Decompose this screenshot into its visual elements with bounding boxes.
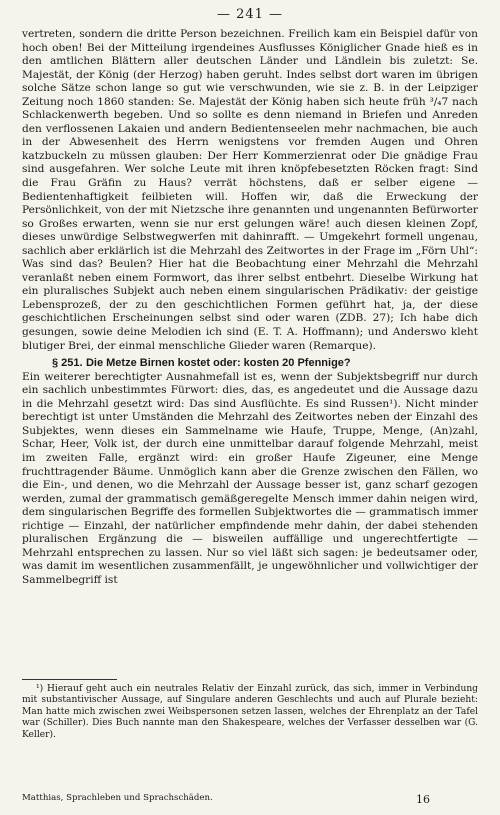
section-text: Ein weiterer berechtigter Ausnahmefall ist es, wenn der Subjektsbegriff nur durch ein sachlich unbestimmtes Fürwort: dies, das, es angedeutet und die Aussage dazu in die Mehrzahl gesetzt wird: Das sind Ausflüchte. Es sind Russen¹). Nicht minder berechtigt ist unter Umständen die Mehrzahl des Zeitwortes neben der Einzahl des Subjektes, wenn dieses ein Sammelname wie Haufe, Truppe, Menge, (An)zahl, Schar, Heer, Volk ist, der durch eine unmittelbar darauf folgende Mehrzahl, meist im zweiten Falle, ergänzt wird: ein großer Haufe Zigeuner, eine Menge fruchttragender Bäume. Unmöglich kann aber die Grenze zwischen den Fällen, wo die Ein-, und denen, wo die Mehrzahl der Aussage besser ist, ganz scharf gezogen werden, zumal der grammatisch gemäßgeregelte Mensch immer dahin neigen wird, dem singularischen Begriffe des formellen Subjektwortes die — grammatisch immer richtige — Einzahl, der natürlicher empfindende mehr dahin, der dabei stehenden pluralischen Ergänzung die — bisweilen auffällige und ungerechtfertigte — Mehrzahl entsprechen zu lassen. Nur so viel läßt sich sagen: je bedeutsamer oder, was damit im wesentlichen zusammenfällt, je ungewöhnlicher und vollwichtiger der Sammelbegriff ist — [22, 370, 478, 586]
section-title: Die Metze Birnen kostet oder: kosten 20 Pfennige? — [85, 357, 351, 370]
page-footer — [22, 793, 478, 806]
paragraph: vertreten, sondern die dritte Person bezeichnen. Freilich kam ein Beispiel dafür von hoch oben! Bei der Mitteilung irgendeines Ausflusses Königlicher Gnade hieß es in den amtlichen Blättern aller deutschen Länder und Ländlein bis zuletzt: Se. Majestät, der König (der Herzog) haben geruht. Indes selbst dort waren im übrigen solche Sätze schon lange so gut wie verschwunden, wie sie z. B. in der Leipziger Zeitung noch 1860 standen: Se. Majestät der König haben sich heute früh ³/₄7 nach Schlackenwerth begeben. Und so sollte es denn niemand in Briefen und Anreden den verflossenen Lakaien und andern Bedientenseelen mehr nachmachen, bie auch in der Abwesenheit des Herrn wenigstens vor fremden Augen und Ohren katzbuckeln zu müssen glauben: Der Herr Kommerzienrat oder Die gnädige Frau sind ausgefahren. Wer solche Leute mit ihren knöpfebesetzten Röcken fragt: Sind die Frau Gräfin zu Haus? verrät höchstens, daß er selber eigene — Bedientenhaftigkeit feilbieten will. Hoffen wir, daß die Erweckung der Persönlichkeit, von der mit Nietzsche ihre genannten und ungenannten Befürworter so Großes erwarten, wenn sie nur erst gelungen wäre! auch diesen kleinen Zopf, dieses unwürdige Selbstwegwerfen mit dahinrafft. — Umgekehrt formell ungenau, sachlich aber erklärlich ist die Mehrzahl des Zeitwortes in der Frage im „Förn Uhl“: Was sind das? Beulen? Hier hat die Beobachtung einer Mehrzahl die Mehrzahl veranlaßt neben einem Formwort, das ihrer selbst entbehrt. Dieselbe Wirkung hat ein pluralisches Subjekt auch neben einem singularischen Prädikativ: der geistige Lebensprozeß, der zu den geschichtlichen Formen geführt hat, ja, der diese geschichtlichen Erscheinungen selbst sind oder waren (ZDB. 27); Ich habe dich gesungen, sowie deine Melodien ich sind (E. T. A. Hoffmann); und Anderswo kleht blutiger Brei, der einmal menschliche Glieder waren (Remarque). — [22, 28, 478, 352]
footnote: ¹) Hierauf geht auch ein neutrales Relativ der Einzahl zurück, das sich, immer in Verbindung mit substantivischer Aussage, auf Singulare anderen Geschlechts und auch auf Plurale bezieht: Man hatte mich zwischen zwei Weibspersonen setzen lassen, welches der Ehrenplatz an der Tafel war (Schiller). Dies Buch nannte man den Shakespeare, welches der Verfasser desselben war (G. Keller). — [22, 684, 478, 740]
page-number-header: — 241 — — [216, 7, 284, 22]
footer-signature-number: 16 — [416, 793, 430, 806]
footnote-divider — [22, 679, 117, 680]
section-paragraph — [22, 357, 478, 371]
main-text — [22, 28, 478, 587]
footer-book-title: Matthias, Sprachleben und Sprachschäden. — [22, 793, 213, 803]
section-number: § 251. — [52, 357, 83, 370]
